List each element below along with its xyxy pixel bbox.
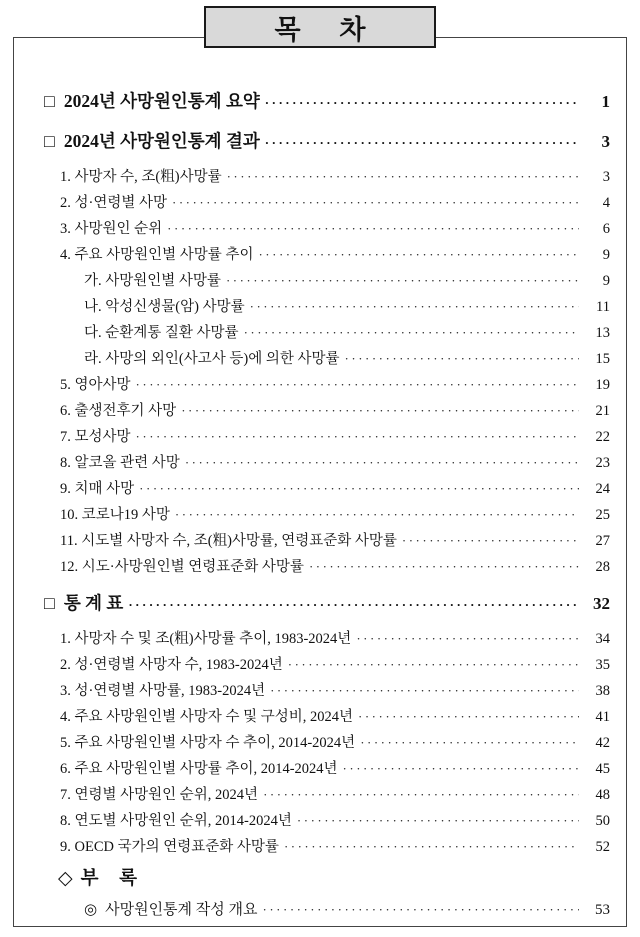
toc-entry-label: 4. 주요 사망원인별 사망자 수 및 구성비, 2024년 [60,709,353,725]
dot-leader [227,164,579,190]
toc-entry-label: 3. 성·연령별 사망률, 1983-2024년 [60,683,266,699]
toc-row [60,372,610,398]
toc-entry-label: 9. OECD 국가의 연령표준화 사망률 [60,839,279,855]
dot-leader [263,896,580,924]
toc-row [60,528,610,554]
toc-entry-label: 7. 연령별 사망원인 순위, 2024년 [60,787,259,803]
toc-entry-label: 1. 사망자 수, 조(粗)사망률 [60,169,222,185]
toc-row [60,704,610,730]
dot-leader [167,216,579,242]
toc-entry-page: 19 [595,377,610,393]
toc-row [84,346,610,372]
toc-entry-label: 9. 치매 사망 [60,481,135,497]
toc-row [60,476,610,502]
toc-entry-label: 라. 사망의 외인(사고사 등)에 의한 사망률 [84,351,340,367]
toc-row [84,268,610,294]
toc-entry-page: 35 [595,657,610,673]
toc-row [44,588,610,620]
toc-entry-page: 9 [602,247,610,263]
toc-row [84,896,610,924]
toc-entry-label: 6. 주요 사망원인별 사망률 추이, 2014-2024년 [60,761,338,777]
toc-row [60,808,610,834]
toc-entry-label: 2024년 사망원인통계 결과 [63,131,260,151]
square-marker-icon: □ [44,91,55,111]
dot-leader [265,126,579,158]
toc-entry-page: 3 [601,132,610,151]
dot-leader [309,554,579,580]
toc-title-box [204,6,436,48]
toc-row [60,164,610,190]
toc-row [60,242,610,268]
dot-leader [297,808,579,834]
square-marker-icon: □ [44,131,55,151]
toc-entry-label: 2. 성·연령별 사망 [60,195,167,211]
toc-entry-label: 8. 알코올 관련 사망 [60,455,180,471]
dot-leader [270,678,579,704]
toc-row [60,652,610,678]
dot-leader [343,756,579,782]
dot-leader [284,834,579,860]
dot-leader [345,346,579,372]
toc-entry-page: 53 [595,902,610,918]
dot-leader [139,476,579,502]
toc-entry-page: 45 [595,761,610,777]
toc-entry-label: 11. 시도별 사망자 수, 조(粗)사망률, 연령표준화 사망률 [60,533,397,549]
double-circle-marker-icon: ◎ [84,902,98,918]
toc-entry-label: 8. 연도별 사망원인 순위, 2014-2024년 [60,813,292,829]
dot-leader [128,588,579,620]
toc-row [84,294,610,320]
toc-entry-page: 24 [595,481,610,497]
toc-entry-page: 25 [595,507,610,523]
toc-entry-page: 52 [595,839,610,855]
toc-entry-page: 41 [595,709,610,725]
dot-leader [250,294,579,320]
dot-leader [288,652,579,678]
toc-row [60,554,610,580]
toc-entry-label: 10. 코로나19 사망 [60,507,170,523]
dot-leader [360,730,579,756]
toc-entry-page: 42 [595,735,610,751]
toc-row [60,678,610,704]
toc-entry-page: 9 [602,273,610,289]
toc-row [60,398,610,424]
dot-leader [244,320,579,346]
toc-entry-page: 1 [601,92,610,111]
toc-entry-label: 2024년 사망원인통계 요약 [63,91,260,111]
toc-entry-label: 5. 영아사망 [60,377,131,393]
toc-entry-label: 4. 주요 사망원인별 사망률 추이 [60,247,254,263]
toc-entry-label: 12. 시도·사망원인별 연령표준화 사망률 [60,559,304,575]
toc-entry-label: 3. 사망원인 순위 [60,221,163,237]
toc-entry-page: 23 [595,455,610,471]
toc-entry-page: 6 [602,221,610,237]
appendix-heading [58,864,610,894]
dot-leader [226,268,579,294]
toc-entry-page: 38 [595,683,610,699]
dot-leader [265,86,579,118]
page-title: 목 차 [274,14,382,45]
toc-entry-label: 통 계 표 [63,593,124,613]
toc-content [44,86,610,923]
toc-entry-page: 34 [595,631,610,647]
dot-leader [181,398,579,424]
dot-leader [136,372,579,398]
toc-entry-label: 나. 악성신생물(암) 사망률 [84,299,245,315]
toc-row [60,424,610,450]
toc-row [60,782,610,808]
toc-row [60,730,610,756]
toc-entry-label: 가. 사망원인별 사망률 [84,273,221,289]
toc-entry-label: 5. 주요 사망원인별 사망자 수 추이, 2014-2024년 [60,735,356,751]
toc-entry-page: 50 [595,813,610,829]
toc-entry-label: 1. 사망자 수 및 조(粗)사망률 추이, 1983-2024년 [60,631,352,647]
toc-row [60,626,610,652]
toc-row [60,756,610,782]
dot-leader [356,626,579,652]
dot-leader [402,528,579,554]
toc-entry-label: 다. 순환계통 질환 사망률 [84,325,239,341]
toc-entry-page: 32 [593,594,610,613]
dot-leader [258,242,579,268]
dot-leader [172,190,579,216]
square-marker-icon: □ [44,593,55,613]
diamond-marker-icon: ◇ [58,868,73,889]
toc-entry-page: 15 [595,351,610,367]
toc-entry-page: 21 [595,403,610,419]
toc-entry-page: 28 [595,559,610,575]
toc-row [60,450,610,476]
dot-leader [175,502,579,528]
toc-row [60,190,610,216]
toc-row [44,86,610,118]
toc-entry-page: 3 [602,169,610,185]
toc-entry-label: 6. 출생전후기 사망 [60,403,177,419]
toc-entry-page: 22 [595,429,610,445]
toc-row [84,320,610,346]
toc-row [44,126,610,158]
toc-entry-label: 사망원인통계 작성 개요 [105,902,258,918]
dot-leader [136,424,579,450]
toc-entry-page: 4 [602,195,610,211]
toc-row [60,502,610,528]
toc-entry-page: 48 [595,787,610,803]
toc-entry-page: 11 [596,299,610,315]
dot-leader [358,704,579,730]
toc-row [60,216,610,242]
toc-entry-label: 7. 모성사망 [60,429,131,445]
dot-leader [185,450,579,476]
toc-entry-label: 2. 성·연령별 사망자 수, 1983-2024년 [60,657,283,673]
dot-leader [263,782,579,808]
toc-entry-page: 27 [595,533,610,549]
toc-row [60,834,610,860]
toc-entry-label: 부 록 [80,869,145,889]
toc-entry-page: 13 [595,325,610,341]
